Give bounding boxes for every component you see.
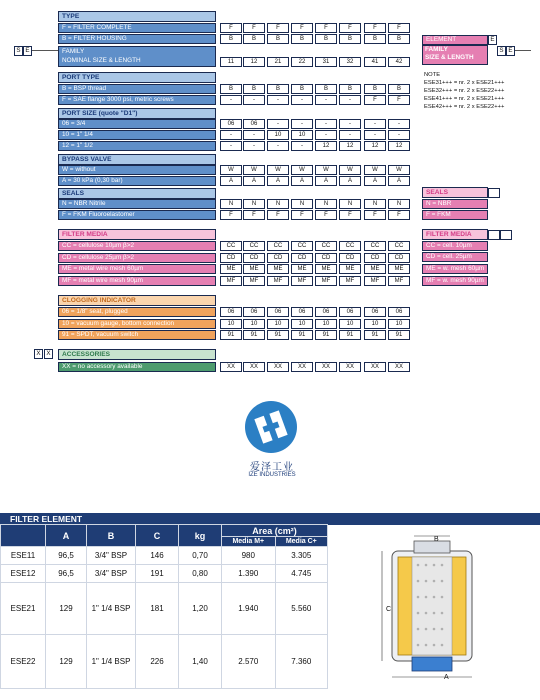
type-row-cell: F — [388, 23, 410, 33]
filter-media-title: FILTER MEDIA — [58, 229, 216, 240]
table-header-b: B — [87, 525, 136, 547]
clogging-row-cell: 91 — [243, 330, 265, 340]
type-row-cell: B — [243, 34, 265, 44]
filter-media-row-cell: MF — [267, 276, 289, 286]
table-header-media-c: Media C+ — [275, 537, 327, 547]
port-size-row-cell: 10 — [291, 130, 313, 140]
port-size-row-cell: - — [243, 130, 265, 140]
filter-media-row-cell: CC — [291, 241, 313, 251]
table-header-empty — [1, 525, 46, 547]
note-line: ESE31+++ = nr. 2 x ESE21+++ — [424, 80, 505, 86]
note-title: NOTE — [424, 72, 441, 78]
type-row-cell: B — [220, 34, 242, 44]
family-size-cell: 22 — [291, 57, 313, 67]
type-row-label: F = FILTER COMPLETE — [58, 23, 216, 33]
seals-row-label: F = FKM Fluoroelastomer — [58, 210, 216, 220]
row-c: 181 — [136, 583, 179, 635]
seals-row-cell: F — [267, 210, 289, 220]
port-size-row-cell: - — [315, 130, 337, 140]
port-size-title: PORT SIZE (quote "D1") — [58, 108, 216, 119]
row-kg: 0,70 — [179, 547, 222, 565]
side-media-row: MF = w. mesh 90µm — [422, 276, 488, 286]
bypass-row-label: A = 30 kPa (0,30 bar) — [58, 176, 216, 186]
port-size-row-cell: - — [364, 130, 386, 140]
filter-media-row-cell: ME — [339, 264, 361, 274]
type-row-cell: B — [364, 34, 386, 44]
clogging-row-cell: 06 — [267, 307, 289, 317]
row-name: ESE11 — [1, 547, 46, 565]
clogging-row-cell: 10 — [364, 319, 386, 329]
element-label: ELEMENT — [422, 35, 488, 45]
filter-media-row-cell: ME — [220, 264, 242, 274]
clogging-row-cell: 91 — [339, 330, 361, 340]
port-size-row-cell: - — [243, 141, 265, 151]
filter-media-row-cell: CD — [267, 253, 289, 263]
type-row-cell: F — [243, 23, 265, 33]
bypass-row-cell: A — [243, 176, 265, 186]
seals-row-cell: N — [267, 199, 289, 209]
clogging-row-cell: 06 — [291, 307, 313, 317]
port-size-row-label: 10 = 1" 1/4 — [58, 130, 216, 140]
clogging-row-cell: 91 — [364, 330, 386, 340]
row-a: 96,5 — [46, 547, 87, 565]
clogging-row-cell: 10 — [291, 319, 313, 329]
port-type-row-cell: B — [315, 84, 337, 94]
clogging-row-cell: 10 — [388, 319, 410, 329]
bypass-row-cell: W — [364, 165, 386, 175]
accessories-row-cell: XX — [220, 362, 242, 372]
port-type-row-cell: - — [220, 95, 242, 105]
side-seals-row: N = NBR — [422, 199, 488, 209]
drawing-label-a: A — [444, 674, 449, 681]
clogging-row-cell: 06 — [243, 307, 265, 317]
side-family-sub: SIZE & LENGTH — [425, 54, 474, 61]
port-size-row-cell: - — [339, 119, 361, 129]
note-line: ESE32+++ = nr. 2 x ESE22+++ — [424, 88, 505, 94]
seals-row-cell: F — [388, 210, 410, 220]
accessories-row-cell: XX — [291, 362, 313, 372]
row-media-c: 3.305 — [275, 547, 327, 565]
port-type-row-cell: - — [315, 95, 337, 105]
port-size-row-cell: - — [220, 130, 242, 140]
port-type-row-cell: B — [267, 84, 289, 94]
port-size-row-cell: 06 — [220, 119, 242, 129]
table-header-area: Area (cm²) — [222, 525, 328, 537]
port-size-row-cell: 12 — [364, 141, 386, 151]
port-size-row-cell: - — [364, 119, 386, 129]
bypass-row-cell: A — [267, 176, 289, 186]
family-size-cell: 31 — [315, 57, 337, 67]
clogging-row-cell: 06 — [315, 307, 337, 317]
seals-row-cell: F — [339, 210, 361, 220]
bypass-row-cell: W — [267, 165, 289, 175]
row-kg: 0,80 — [179, 565, 222, 583]
type-row-label: B = FILTER HOUSING — [58, 34, 216, 44]
filter-media-row-cell: ME — [388, 264, 410, 274]
bypass-row-cell: A — [364, 176, 386, 186]
element-code-box: E — [488, 35, 497, 45]
type-row-cell: B — [339, 34, 361, 44]
bypass-row-cell: A — [339, 176, 361, 186]
row-c: 226 — [136, 635, 179, 689]
accessories-row-cell: XX — [364, 362, 386, 372]
note-line: ESE42+++ = nr. 2 x ESE22+++ — [424, 104, 505, 110]
table-header-media-m: Media M+ — [222, 537, 276, 547]
filter-drawing — [354, 531, 514, 681]
logo-icon — [244, 400, 298, 454]
filter-media-row-label: CC = cellulose 10µm β>2 — [58, 241, 216, 251]
filter-media-row-cell: CC — [267, 241, 289, 251]
row-a: 129 — [46, 635, 87, 689]
row-media-m: 1.390 — [222, 565, 276, 583]
seals-row-cell: F — [315, 210, 337, 220]
filter-media-row-cell: CD — [220, 253, 242, 263]
accessory-box-x: X — [44, 349, 53, 359]
port-size-row-cell: - — [388, 130, 410, 140]
bypass-row-cell: W — [339, 165, 361, 175]
port-type-row-cell: B — [364, 84, 386, 94]
seals-row-cell: N — [364, 199, 386, 209]
row-b: 1" 1/4 BSP — [87, 635, 136, 689]
bypass-row-cell: A — [388, 176, 410, 186]
row-media-m: 1.940 — [222, 583, 276, 635]
type-row-cell: B — [388, 34, 410, 44]
family-size-cell: 11 — [220, 57, 242, 67]
logo-english: IZE INDUSTRIES — [248, 472, 296, 478]
seals-row-cell: N — [291, 199, 313, 209]
clogging-row-cell: 10 — [243, 319, 265, 329]
port-type-row-cell: F — [388, 95, 410, 105]
clogging-row-cell: 06 — [220, 307, 242, 317]
row-c: 146 — [136, 547, 179, 565]
filter-media-row-cell: ME — [291, 264, 313, 274]
filter-media-row-cell: MF — [388, 276, 410, 286]
family-size-cell: 41 — [364, 57, 386, 67]
clogging-row-cell: 91 — [220, 330, 242, 340]
filter-media-row-cell: ME — [315, 264, 337, 274]
table-header-c: C — [136, 525, 179, 547]
accessories-row-cell: XX — [339, 362, 361, 372]
accessories-row-label: XX = no accessory available — [58, 362, 216, 372]
family-size-cell: 21 — [267, 57, 289, 67]
family-size-cell: 42 — [388, 57, 410, 67]
port-size-row-cell: - — [220, 141, 242, 151]
accessories-row-cell: XX — [267, 362, 289, 372]
port-size-row-cell: - — [291, 141, 313, 151]
company-logo — [244, 400, 298, 454]
clogging-row-cell: 91 — [291, 330, 313, 340]
seals-row-label: N = NBR Nitrile — [58, 199, 216, 209]
side-media-title: FILTER MEDIA — [422, 229, 488, 240]
accessory-box-x: X — [34, 349, 43, 359]
row-b: 3/4" BSP — [87, 547, 136, 565]
port-size-row-cell: - — [267, 119, 289, 129]
type-row-cell: B — [267, 34, 289, 44]
bypass-row-label: W = without — [58, 165, 216, 175]
side-media-row: CC = cell. 10µm — [422, 241, 488, 251]
port-type-row-cell: - — [291, 95, 313, 105]
seals-row-cell: F — [291, 210, 313, 220]
side-family-box-s: S — [497, 46, 506, 56]
filter-element-table — [0, 524, 540, 689]
filter-media-row-cell: MF — [220, 276, 242, 286]
row-name: ESE21 — [1, 583, 46, 635]
accessories-row-cell: XX — [243, 362, 265, 372]
side-connector-line — [515, 50, 531, 51]
filter-media-row-cell: CC — [339, 241, 361, 251]
row-c: 191 — [136, 565, 179, 583]
bypass-title: BYPASS VALVE — [58, 154, 216, 165]
clogging-row-cell: 10 — [267, 319, 289, 329]
port-type-row-cell: F — [364, 95, 386, 105]
row-name: ESE22 — [1, 635, 46, 689]
row-media-m: 2.570 — [222, 635, 276, 689]
filter-media-row-cell: ME — [364, 264, 386, 274]
family-title: FAMILY — [62, 48, 85, 55]
row-a: 96,5 — [46, 565, 87, 583]
side-family-box-e: E — [506, 46, 515, 56]
clogging-row-cell: 91 — [267, 330, 289, 340]
port-size-row-cell: 10 — [267, 130, 289, 140]
port-type-row-cell: B — [339, 84, 361, 94]
port-type-row-label: B = BSP thread — [58, 84, 216, 94]
bypass-row-cell: A — [315, 176, 337, 186]
drawing-label-b: B — [434, 536, 439, 543]
row-media-c: 4.745 — [275, 565, 327, 583]
type-row-cell: F — [339, 23, 361, 33]
filter-media-row-cell: ME — [243, 264, 265, 274]
row-media-c: 5.560 — [275, 583, 327, 635]
port-size-row-cell: - — [339, 130, 361, 140]
filter-media-row-cell: CD — [388, 253, 410, 263]
filter-media-row-cell: CC — [315, 241, 337, 251]
side-seals-title: SEALS — [422, 187, 488, 198]
bypass-row-cell: A — [291, 176, 313, 186]
clogging-row-cell: 10 — [220, 319, 242, 329]
side-family-block — [422, 45, 488, 65]
port-type-row-cell: - — [267, 95, 289, 105]
row-kg: 1,40 — [179, 635, 222, 689]
filter-element-title: FILTER ELEMENT — [0, 513, 540, 525]
filter-media-row-cell: CD — [315, 253, 337, 263]
filter-media-row-cell: CD — [364, 253, 386, 263]
clogging-row-label: 91 = SPDT, vacuum switch — [58, 330, 216, 340]
row-b: 3/4" BSP — [87, 565, 136, 583]
port-size-row-cell: 12 — [315, 141, 337, 151]
row-b: 1" 1/4 BSP — [87, 583, 136, 635]
filter-media-row-cell: MF — [339, 276, 361, 286]
note-line: ESE41+++ = nr. 2 x ESE21+++ — [424, 96, 505, 102]
port-type-row-cell: B — [220, 84, 242, 94]
clogging-row-cell: 06 — [339, 307, 361, 317]
port-size-row-label: 06 = 3/4 — [58, 119, 216, 129]
row-name: ESE12 — [1, 565, 46, 583]
filter-media-row-cell: MF — [243, 276, 265, 286]
side-media-row: CD = cell. 25µm — [422, 252, 488, 262]
accessories-title: ACCESSORIES — [58, 349, 216, 360]
seals-row-cell: F — [220, 210, 242, 220]
filter-media-row-cell: CD — [243, 253, 265, 263]
row-a: 129 — [46, 583, 87, 635]
filter-media-row-label: MF = metal wire mesh 90µm — [58, 276, 216, 286]
seals-row-cell: N — [220, 199, 242, 209]
port-type-row-cell: - — [243, 95, 265, 105]
drawing-label-c: C — [386, 606, 392, 613]
port-type-title: PORT TYPE — [58, 72, 216, 83]
clogging-row-cell: 10 — [315, 319, 337, 329]
type-row-cell: F — [364, 23, 386, 33]
filter-media-row-cell: CC — [364, 241, 386, 251]
port-type-row-cell: B — [291, 84, 313, 94]
filter-media-row-cell: MF — [364, 276, 386, 286]
port-size-row-cell: - — [267, 141, 289, 151]
filter-media-row-cell: MF — [291, 276, 313, 286]
clogging-row-cell: 06 — [364, 307, 386, 317]
port-size-row-label: 12 = 1" 1/2 — [58, 141, 216, 151]
filter-media-row-cell: MF — [315, 276, 337, 286]
seals-row-cell: F — [364, 210, 386, 220]
table-header-kg: kg — [179, 525, 222, 547]
filter-media-row-label: ME = metal wire mesh 60µm — [58, 264, 216, 274]
connector-line — [32, 50, 58, 51]
seals-row-cell: N — [339, 199, 361, 209]
type-row-cell: F — [291, 23, 313, 33]
side-media-row: ME = w. mesh 60µm — [422, 264, 488, 274]
clogging-row-label: 10 = vacuum gauge, bottom connection — [58, 319, 216, 329]
family-block — [58, 46, 216, 67]
seals-row-cell: N — [315, 199, 337, 209]
bypass-row-cell: W — [388, 165, 410, 175]
seals-row-cell: N — [243, 199, 265, 209]
bypass-row-cell: W — [243, 165, 265, 175]
clogging-row-cell: 91 — [315, 330, 337, 340]
port-type-row-label: F = SAE flange 3000 psi, metric screws — [58, 95, 216, 105]
clogging-title: CLOGGING INDICATOR — [58, 295, 216, 306]
family-size-cell: 12 — [243, 57, 265, 67]
seals-row-cell: N — [388, 199, 410, 209]
side-seals-row: F = FKM — [422, 210, 488, 220]
filter-drawing-cell — [328, 525, 540, 689]
filter-media-row-cell: CC — [220, 241, 242, 251]
type-row-cell: F — [315, 23, 337, 33]
bypass-row-cell: W — [220, 165, 242, 175]
logo-chinese: 爱泽工业 — [250, 462, 294, 473]
row-media-c: 7.360 — [275, 635, 327, 689]
port-type-row-cell: B — [243, 84, 265, 94]
accessories-row-cell: XX — [315, 362, 337, 372]
type-row-cell: B — [291, 34, 313, 44]
port-type-row-cell: - — [339, 95, 361, 105]
side-family-label: FAMILY — [425, 46, 448, 53]
side-seals-box — [488, 188, 500, 198]
port-size-row-cell: - — [291, 119, 313, 129]
seals-title: SEALS — [58, 188, 216, 199]
type-row-cell: F — [267, 23, 289, 33]
side-media-box — [488, 230, 500, 240]
filter-media-row-cell: CC — [243, 241, 265, 251]
clogging-row-cell: 06 — [388, 307, 410, 317]
type-row-cell: B — [315, 34, 337, 44]
table-header-a: A — [46, 525, 87, 547]
filter-media-row-cell: CD — [291, 253, 313, 263]
port-size-row-cell: 12 — [388, 141, 410, 151]
filter-media-row-cell: ME — [267, 264, 289, 274]
port-size-row-cell: 12 — [339, 141, 361, 151]
filter-media-row-cell: CD — [339, 253, 361, 263]
family-code-box-e: E — [23, 46, 32, 56]
port-size-row-cell: 06 — [243, 119, 265, 129]
accessories-row-cell: XX — [388, 362, 410, 372]
side-media-box — [500, 230, 512, 240]
bypass-row-cell: W — [291, 165, 313, 175]
port-type-row-cell: B — [388, 84, 410, 94]
type-row-cell: F — [220, 23, 242, 33]
family-size-cell: 32 — [339, 57, 361, 67]
row-media-m: 980 — [222, 547, 276, 565]
family-subtitle: NOMINAL SIZE & LENGTH — [62, 57, 141, 64]
clogging-row-label: 06 = 1/8" seat, plugged — [58, 307, 216, 317]
row-kg: 1,20 — [179, 583, 222, 635]
filter-media-row-cell: CC — [388, 241, 410, 251]
clogging-row-cell: 10 — [339, 319, 361, 329]
port-size-row-cell: - — [388, 119, 410, 129]
seals-row-cell: F — [243, 210, 265, 220]
bypass-row-cell: W — [315, 165, 337, 175]
clogging-row-cell: 91 — [388, 330, 410, 340]
type-title: TYPE — [58, 11, 216, 22]
family-code-box-s: S — [14, 46, 23, 56]
port-size-row-cell: - — [315, 119, 337, 129]
bypass-row-cell: A — [220, 176, 242, 186]
filter-media-row-label: CD = cellulose 25µm β>2 — [58, 253, 216, 263]
